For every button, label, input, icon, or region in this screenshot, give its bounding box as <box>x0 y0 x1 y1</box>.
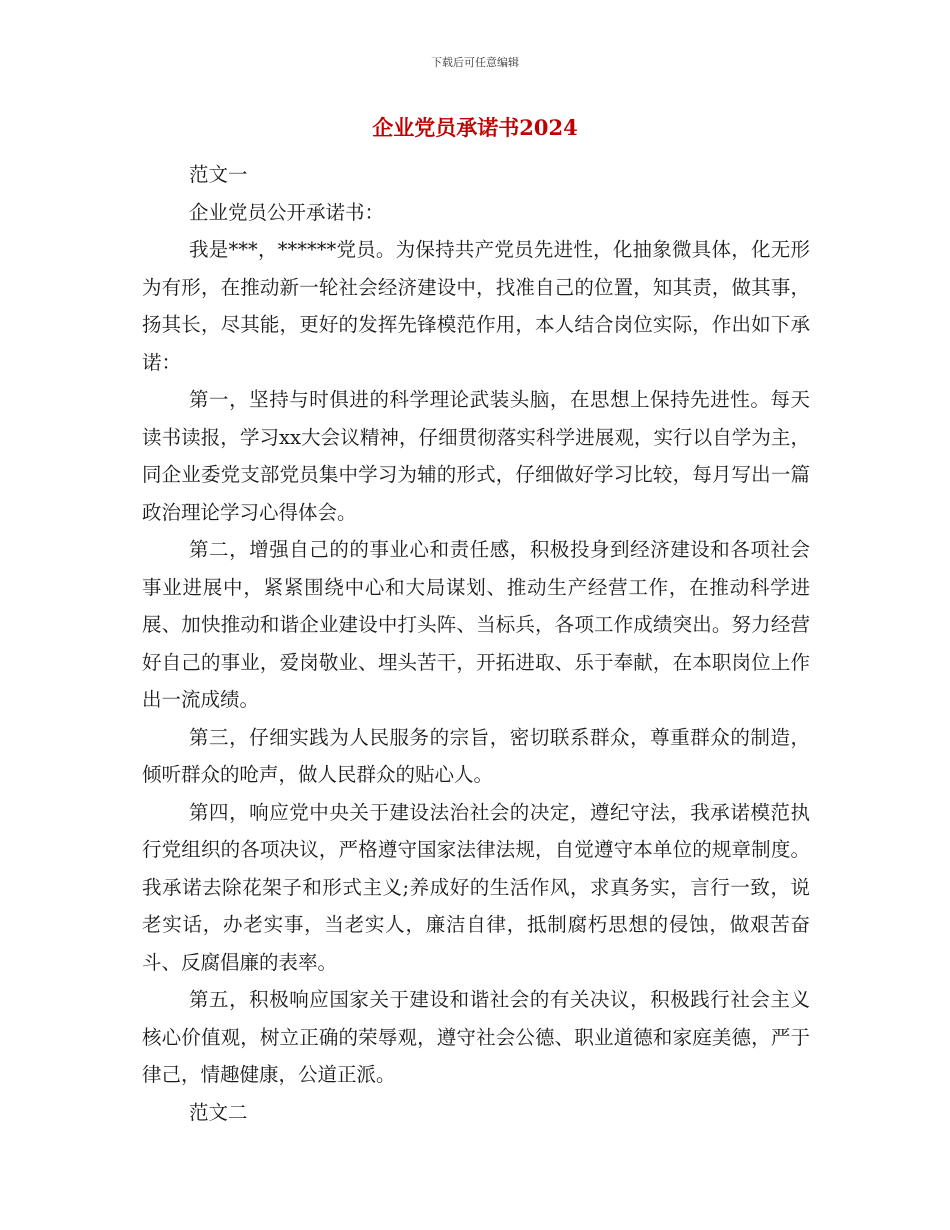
paragraph-intro: 我是***，******党员。为保持共产党员先进性，化抽象微具体，化无形为有形，在推动新一轮社会经济建设中，找准自己的位置，知其责，做其事，扬其长，尽其能，更好的发挥先锋模范作用，本人结合岗位实际，作出如下承诺： <box>142 238 810 374</box>
document-body <box>142 156 810 1131</box>
header-note: 下载后可任意编辑 <box>431 56 519 69</box>
paragraph-section-label-1: 范文一 <box>189 163 248 186</box>
paragraph-salutation: 企业党员公开承诺书： <box>189 200 385 224</box>
paragraph-pledge-4: 第四，响应党中央关于建设法治社会的决定，遵纪守法，我承诺模范执行党组织的各项决议，严格遵守国家法律法规，自觉遵守本单位的规章制度。我承诺去除花架子和形式主义;养成好的生活作风，求真务实，言行一致，说老实话，办老实事，当老实人，廉洁自律，抵制腐朽思想的侵蚀，做艰苦奋斗、反腐倡廉的表率。 <box>142 800 810 974</box>
paragraph-section-label-2: 范文二 <box>189 1100 248 1124</box>
paragraph-pledge-5: 第五，积极响应国家关于建设和谐社会的有关决议，积极践行社会主义核心价值观，树立正确的荣辱观，遵守社会公德、职业道德和家庭美德，严于律己，情趣健康，公道正派。 <box>142 988 810 1086</box>
paragraph-pledge-3: 第三，仔细实践为人民服务的宗旨，密切联系群众，尊重群众的制造，倾听群众的呛声，做人民群众的贴心人。 <box>142 725 810 786</box>
paragraph-pledge-2: 第二，增强自己的的事业心和责任感，积极投身到经济建设和各项社会事业进展中，紧紧围绕中心和大局谋划、推动生产经营工作，在推动科学进展、加快推动和谐企业建设中打头阵、当标兵，各项工作成绩突出。努力经营好自己的事业，爱岗敬业、埋头苦干，开拓进取、乐于奉献，在本职岗位上作出一流成绩。 <box>142 538 810 711</box>
document-title: 企业党员承诺书2024 <box>372 115 578 140</box>
paragraph-pledge-1: 第一，坚持与时俱进的科学理论武装头脑，在思想上保持先进性。每天读书读报，学习xx大会议精神，仔细贯彻落实科学进展观，实行以自学为主，同企业委党支部党员集中学习为辅的形式，仔细做好学习比较，每月写出一篇政治理论学习心得体会。 <box>142 388 810 524</box>
